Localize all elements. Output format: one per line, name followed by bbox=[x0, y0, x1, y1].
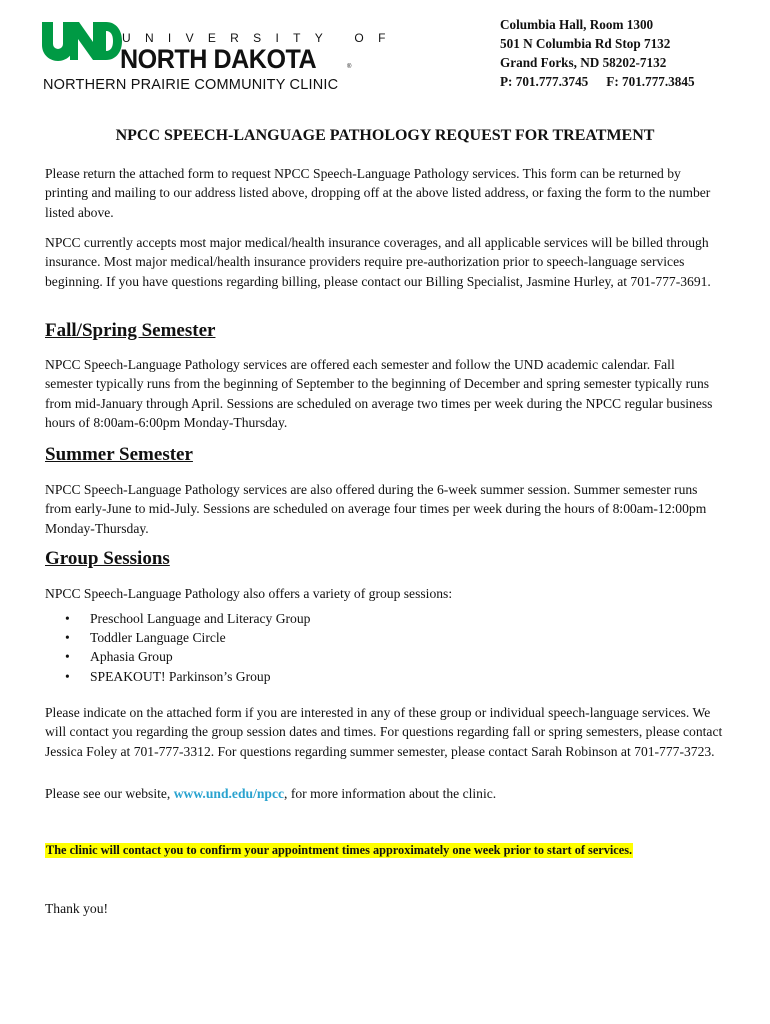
fall-spring-paragraph: NPCC Speech-Language Pathology services are offered each semester and follow the UND academic calendar. Fall semester typically runs from the beginning of September to the beginning of December and spring semester typically runs from mid-January through April. Sessions are scheduled on average two times per week during the NPCC regular business hours of 8:00am-6:00pm Monday-Thursday. bbox=[45, 357, 713, 430]
logo-university-of-text: UNIVERSITY OF bbox=[122, 31, 400, 45]
bullet-icon: • bbox=[65, 630, 70, 646]
intro-paragraph-return-form: Please return the attached form to request NPCC Speech-Language Pathology services. This form can be returned by printing and mailing to our address listed above, dropping off at the above listed address, or faxing the form to the number listed above. bbox=[45, 166, 711, 220]
group-item-label: Toddler Language Circle bbox=[90, 630, 226, 646]
address-line-2: 501 N Columbia Rd Stop 7132 bbox=[500, 36, 671, 51]
address-line-3: Grand Forks, ND 58202-7132 bbox=[500, 55, 667, 70]
website-text-after: , for more information about the clinic. bbox=[284, 786, 497, 801]
appointment-confirmation-notice: The clinic will contact you to confirm your appointment times approximately one week prior to start of services. bbox=[46, 843, 633, 857]
website-text-before: Please see our website, bbox=[45, 786, 174, 801]
group-sessions-list bbox=[65, 609, 310, 686]
group-item-label: Aphasia Group bbox=[90, 649, 173, 665]
group-sessions-intro: NPCC Speech-Language Pathology also offers a variety of group sessions: bbox=[45, 586, 453, 601]
list-item bbox=[65, 647, 310, 666]
group-item-label: Preschool Language and Literacy Group bbox=[90, 611, 311, 626]
website-paragraph bbox=[45, 784, 725, 803]
und-npcc-logo bbox=[40, 14, 400, 93]
website-link[interactable]: www.und.edu/npcc bbox=[173, 786, 285, 801]
group-sessions-closing-paragraph: Please indicate on the attached form if you are interested in any of these group or individual speech-language services. We will contact you regarding the group session dates and times. For questions regarding fall or spring semesters, please contact Jessica Foley at 701-777-3312. For questions regarding summer semester, please contact Sarah Robinson at 701-777-3723. bbox=[45, 705, 723, 759]
address-phone-fax-line bbox=[500, 72, 695, 91]
group-item-label: SPEAKOUT! Parkinson’s Group bbox=[90, 668, 271, 684]
list-item bbox=[65, 609, 310, 628]
bullet-icon: • bbox=[65, 668, 70, 684]
summer-paragraph: NPCC Speech-Language Pathology services are also offered during the 6-week summer session. Summer semester runs from early-June to mid-July. Sessions are scheduled on average four times per week during the hours of 8:00am-12:00pm Monday-Thursday. bbox=[45, 482, 707, 536]
list-item bbox=[65, 667, 310, 686]
und-letters-logo-icon bbox=[40, 14, 122, 64]
heading-summer-semester: Summer Semester bbox=[45, 444, 193, 465]
clinic-address-block bbox=[500, 15, 695, 91]
document-title: NPCC SPEECH-LANGUAGE PATHOLOGY REQUEST FOR TREATMENT bbox=[115, 127, 655, 144]
phone-number: P: 701.777.3745 bbox=[500, 74, 589, 89]
address-line-1: Columbia Hall, Room 1300 bbox=[500, 17, 654, 32]
heading-fall-spring-semester: Fall/Spring Semester bbox=[45, 320, 216, 341]
intro-paragraph-insurance: NPCC currently accepts most major medical/health insurance coverages, and all applicable services will be billed through insurance. Most major medical/health insurance providers require pre-authorization prior to speech-language services beginning. If you have questions regarding billing, please contact our Billing Specialist, Jasmine Hurley, at 701-777-3691. bbox=[45, 235, 711, 289]
fax-number: F: 701.777.3845 bbox=[606, 74, 695, 89]
logo-north-dakota-text: NORTH DAKOTA bbox=[120, 44, 317, 74]
signoff-text: Thank you! bbox=[45, 901, 109, 916]
list-item bbox=[65, 628, 310, 647]
logo-registered-mark: ® bbox=[347, 64, 352, 70]
heading-group-sessions: Group Sessions bbox=[45, 548, 170, 569]
bullet-icon: • bbox=[65, 649, 70, 665]
logo-clinic-name: NORTHERN PRAIRIE COMMUNITY CLINIC bbox=[43, 77, 339, 93]
bullet-icon: • bbox=[65, 611, 70, 626]
